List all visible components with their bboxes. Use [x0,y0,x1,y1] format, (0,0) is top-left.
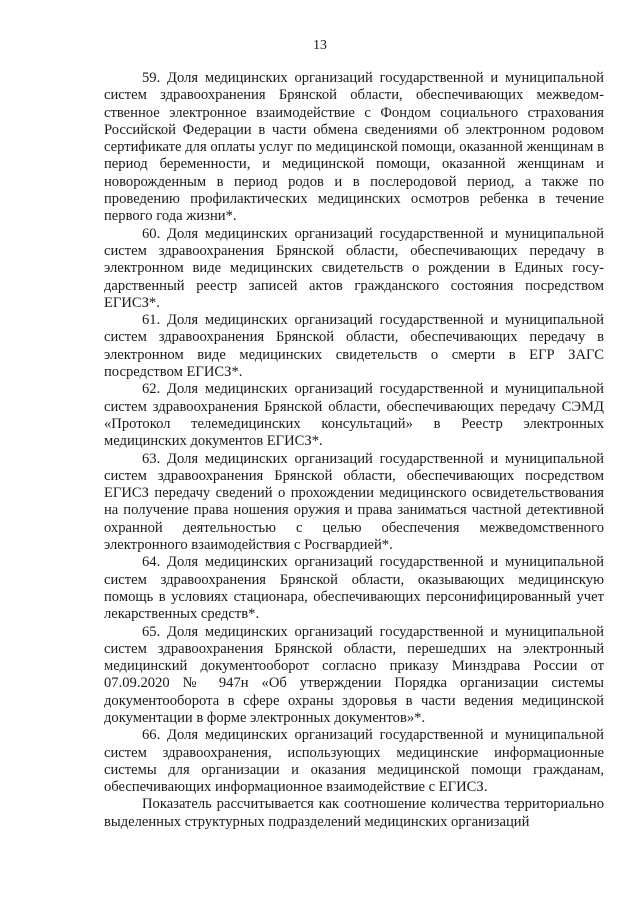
paragraph-63: 63. Доля медицинских организаций государственной и муниципальной систем здравоохранения Брянской области, обеспечивающих посредством ЕГИСЗ передачу сведений о прохождении медицинского освидетельствования на получение права ношения оружия и права заниматься частной детективной охранной деятельностью с целью обеспечения межведомственного электронного взаимодействия с Росгвардией*. [104,450,604,554]
document-body [104,70,604,831]
paragraph-64: 64. Доля медицинских организаций государственной и муниципальной систем здравоохранения Брянской области, оказывающих медицинскую помощь в условиях стационара, обеспечивающих персонифицированный учет лекарственных средств*. [104,554,604,623]
paragraph-59: 59. Доля медицинских организаций государственной и муниципальной систем здравоохранения Брянской области, обеспечивающих межведомственное электронное взаимодействие с Фондом социального страхования Российской Федерации в части обмена сведениями об электронном родовом сертификате для оплаты услуг по медицинской помощи, оказанной женщинам в период беременности, и медицинской помощи, оказанной женщинам и новорожденным в период родов и в послеродовой период, а также по проведению профилактических медицинских осмотров ребенка в течение первого года жизни*. [104,70,604,225]
paragraph-62: 62. Доля медицинских организаций государственной и муниципальной систем здравоохранения Брянской области, обеспечивающих передачу СЭМД «Протокол телемедицинских консультаций» в Реестр электронных медицинских документов ЕГИСЗ*. [104,381,604,450]
paragraph-66: 66. Доля медицинских организаций государственной и муниципальной систем здравоохранения, использующих медицинские информационные системы для организации и оказания медицинской помощи гражданам, обеспечивающих информационное взаимодействие с ЕГИСЗ. [104,727,604,796]
paragraph-60: 60. Доля медицинских организаций государственной и муниципальной систем здравоохранения Брянской области, обеспечивающих передачу в электронном виде медицинских свидетельств о рождении в Единых государственный реестр записей актов гражданского состояния посредством ЕГИСЗ*. [104,225,604,311]
paragraph-61: 61. Доля медицинских организаций государственной и муниципальной систем здравоохранения Брянской области, обеспечивающих передачу в электронном виде медицинских свидетельств о смерти в ЕГР ЗАГС посредством ЕГИСЗ*. [104,312,604,381]
paragraph-calculation-note: Показатель рассчитывается как соотношение количества территориально выделенных структурных подразделений медицинских организаций [104,796,604,830]
paragraph-65: 65. Доля медицинских организаций государственной и муниципальной систем здравоохранения Брянской области, перешедших на электронный медицинский документооборот согласно приказу Минздрава России от 07.09.2020 № 947н «Об утверждении Порядка организации системы документооборота в сфере охраны здоровья в части ведения медицинской документации в форме электронных документов»*. [104,623,604,726]
page-number: 13 [313,38,327,53]
